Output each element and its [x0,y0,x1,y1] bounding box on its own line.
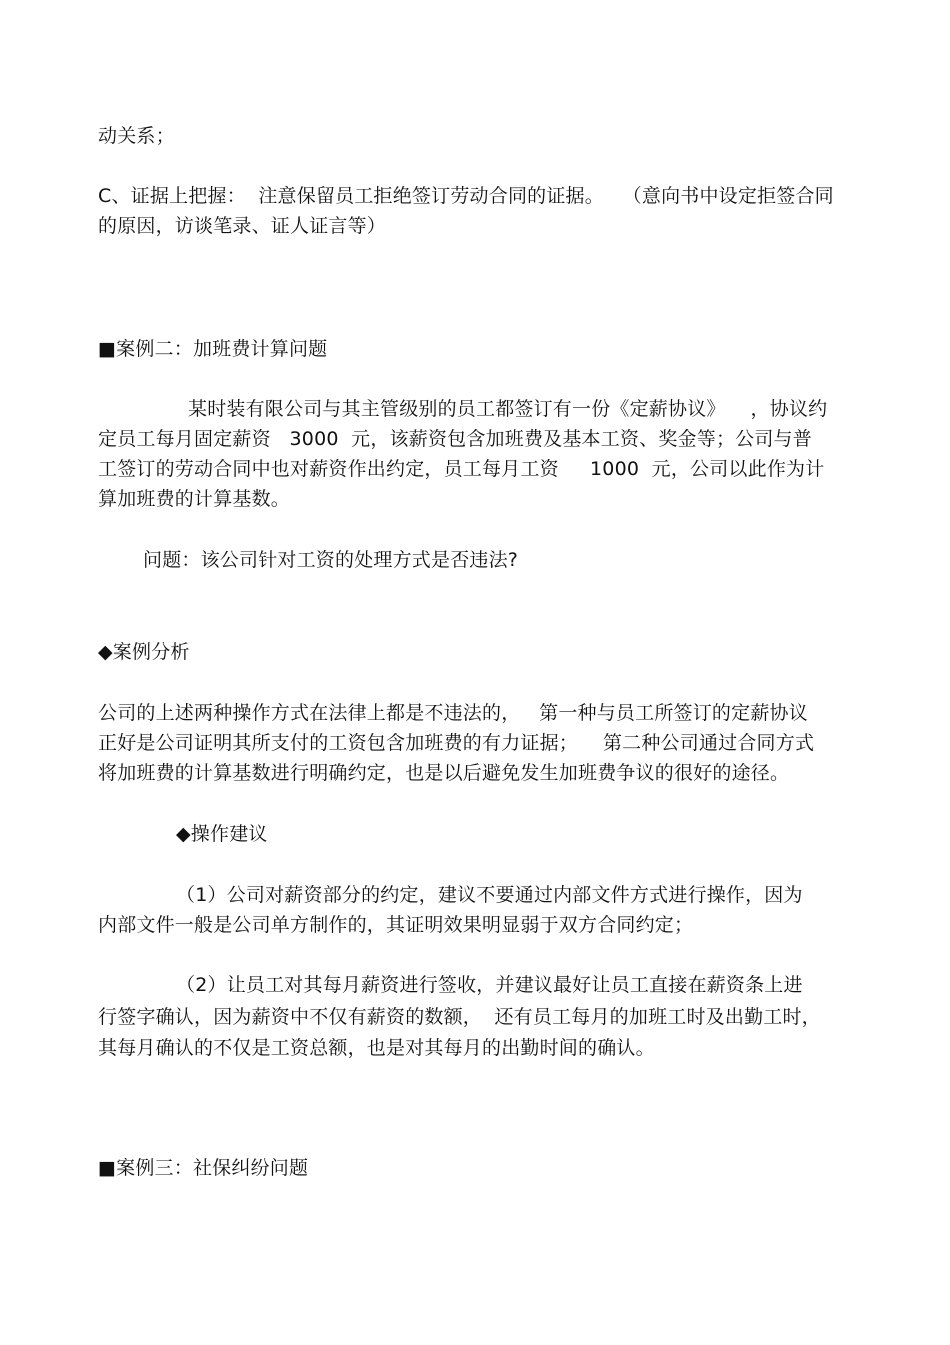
section-heading: ◆操作建议 [176,823,268,845]
text-line: 将加班费的计算基数进行明确约定，也是以后避免发生加班费争议的很好的途径。 [98,762,790,784]
section-heading: ■案例二：加班费计算问题 [98,338,328,360]
text-line: 行签字确认，因为薪资中不仅有薪资的数额， 还有员工每月的加班工时及出勤工时， [98,1006,821,1028]
text-line: 公司的上述两种操作方式在法律上都是不违法的， 第一种与员工所签订的定薪协议 [98,702,808,724]
text-line: 某时装有限公司与其主管级别的员工都签订有一份《定薪协议》 ，协议约 [188,398,828,420]
text-line: 定员工每月固定薪资 3000 元，该薪资包含加班费及基本工资、奖金等；公司与普 [98,428,812,450]
text-line: 算加班费的计算基数。 [98,488,291,510]
text-line: 正好是公司证明其所支付的工资包含加班费的有力证据； 第二种公司通过合同方式 [98,732,815,754]
text-line: 内部文件一般是公司单方制作的，其证明效果明显弱于双方合同约定； [98,914,694,936]
text-line: C、证据上把握： 注意保留员工拒绝签订劳动合同的证据。 （意向书中设定拒签合同 [98,185,834,207]
section-heading: ■案例三：社保纠纷问题 [98,1157,309,1179]
text-line: （2）让员工对其每月薪资进行签收，并建议最好让员工直接在薪资条上进 [176,974,803,996]
text-line: 的原因，访谈笔录、证人证言等） [98,215,387,237]
text-line: 动关系； [98,125,175,147]
text-line: 工签订的劳动合同中也对薪资作出约定，员工每月工资 1000 元，公司以此作为计 [98,458,825,480]
text-line: 其每月确认的不仅是工资总额，也是对其每月的出勤时间的确认。 [98,1037,655,1059]
section-heading: ◆案例分析 [98,641,190,663]
text-line: （1）公司对薪资部分的约定，建议不要通过内部文件方式进行操作，因为 [176,884,803,906]
question-line: 问题：该公司针对工资的处理方式是否违法? [143,549,519,571]
